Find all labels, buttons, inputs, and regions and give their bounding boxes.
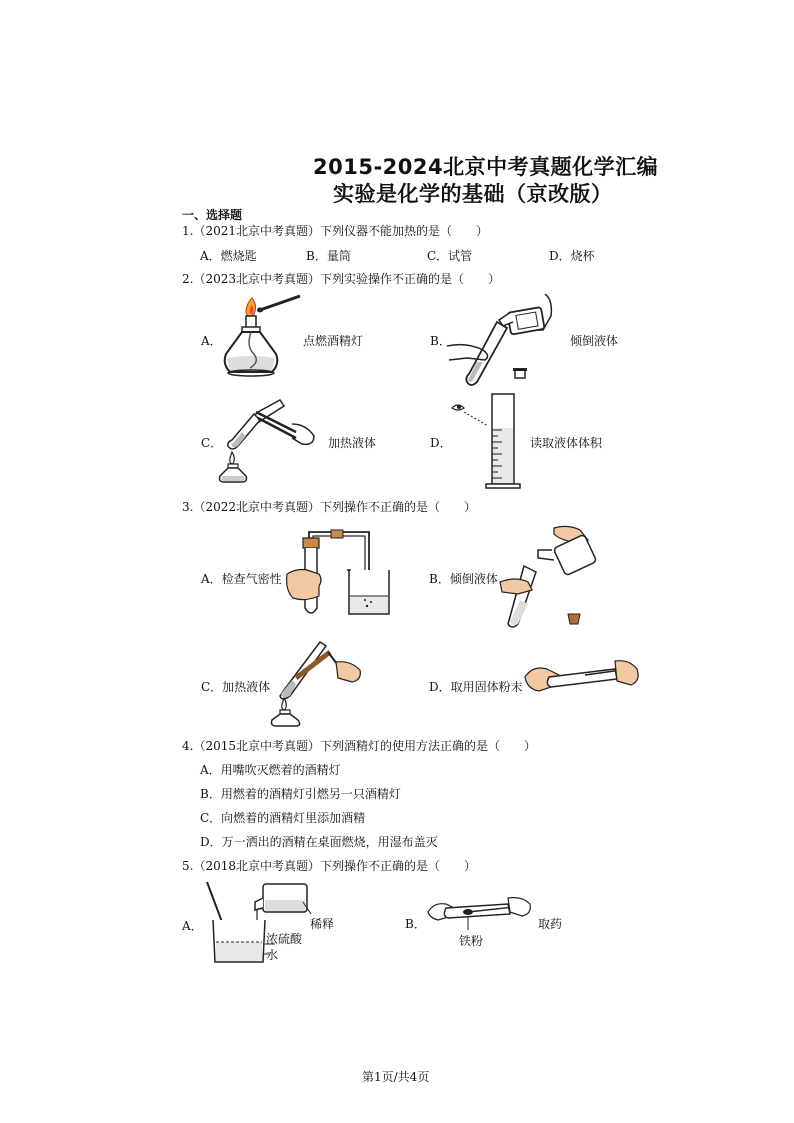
q4-option-a: A．用嘴吹灭燃着的酒精灯 — [200, 763, 341, 777]
q5-a-figure-diluting-acid — [203, 880, 311, 966]
q1-option-d: D．烧杯 — [549, 249, 595, 263]
q2-c-caption: 加热液体 — [328, 436, 377, 450]
q3-stem: 3.（2022北京中考真题）下列操作不正确的是（ ） — [182, 500, 476, 514]
q4-stem: 4.（2015北京中考真题）下列酒精灯的使用方法正确的是（ ） — [182, 739, 536, 753]
q2-a-letter: A． — [201, 334, 222, 348]
q2-a-caption: 点燃酒精灯 — [303, 334, 364, 348]
q2-c-letter: C． — [201, 436, 223, 450]
q5-a-letter: A． — [182, 919, 203, 933]
q1-stem: 1.（2021北京中考真题）下列仪器不能加热的是（ ） — [182, 224, 488, 238]
q1-option-a: A．燃烧匙 — [200, 249, 257, 263]
q2-a-figure-lighting-lamp — [218, 292, 300, 384]
q2-b-caption: 倾倒液体 — [570, 334, 619, 348]
q5-a-label-acid: 浓硫酸 — [266, 932, 303, 946]
q5-a-label-water: 水 — [266, 948, 279, 962]
q2-d-caption: 读取液体体积 — [530, 436, 603, 450]
q2-d-figure-reading-cylinder — [448, 390, 528, 490]
q5-b-label-iron: 铁粉 — [459, 934, 484, 948]
q2-stem: 2.（2023北京中考真题）下列实验操作不正确的是（ ） — [182, 272, 500, 286]
q5-a-caption: 稀释 — [310, 917, 335, 931]
q1-option-b: B．量筒 — [306, 249, 351, 263]
title-line-1: 2015-2024北京中考真题化学汇编 — [313, 155, 659, 179]
q3-c-figure-heating-liquid — [268, 638, 368, 726]
q3-option-b: B．倾倒液体 — [429, 572, 498, 586]
q3-option-c: C．加热液体 — [201, 680, 271, 694]
q5-stem: 5.（2018北京中考真题）下列操作不正确的是（ ） — [182, 859, 476, 873]
title-line-2: 实验是化学的基础（京改版） — [333, 182, 613, 206]
q2-b-figure-pouring-liquid — [447, 290, 559, 386]
q4-option-b: B．用燃着的酒精灯引燃另一只酒精灯 — [200, 787, 401, 801]
q5-b-caption: 取药 — [538, 917, 563, 931]
q3-a-figure-airtightness — [285, 530, 397, 620]
section-heading: 一、选择题 — [182, 208, 243, 222]
q4-option-d: D．万一洒出的酒精在桌面燃烧，用湿布盖灭 — [200, 835, 438, 849]
q2-b-letter: B． — [430, 334, 451, 348]
q3-option-a: A．检查气密性 — [201, 572, 282, 586]
q2-c-figure-heating-liquid — [218, 394, 318, 484]
q2-d-letter: D． — [430, 436, 452, 450]
page-footer: 第1页/共4页 — [362, 1070, 430, 1084]
q3-option-d: D．取用固体粉末 — [429, 680, 523, 694]
q4-option-c: C．向燃着的酒精灯里添加酒精 — [200, 811, 366, 825]
q3-d-figure-solid-powder — [525, 655, 641, 703]
q3-b-figure-pouring-liquid — [498, 520, 598, 630]
q1-option-c: C．试管 — [427, 249, 473, 263]
q5-b-letter: B． — [405, 917, 426, 931]
